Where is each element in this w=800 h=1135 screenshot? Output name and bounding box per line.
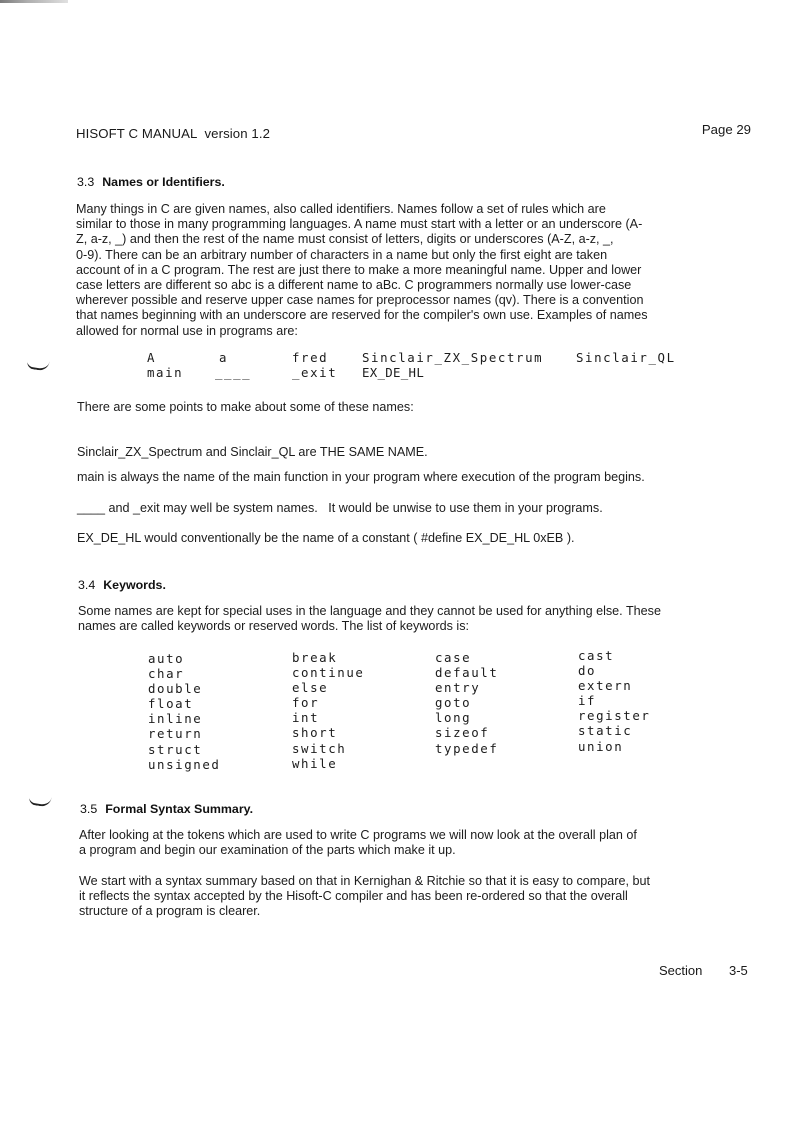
paragraph-line: similar to those in many programming languages. A name must start with a letter or an underscore (A- (76, 217, 643, 232)
paragraph-line: structure of a program is clearer. (79, 904, 261, 919)
keyword: while (292, 755, 338, 771)
section-title: Names or Identifiers. (102, 175, 225, 189)
section-title: Keywords. (103, 578, 166, 592)
keywords-column (292, 650, 364, 771)
section-number: 3.3 (77, 175, 95, 189)
keyword: float (148, 696, 194, 712)
keyword: continue (292, 665, 365, 681)
point-item: main is always the name of the main function in your program where execution of the program begins. (77, 470, 645, 484)
keyword: long (435, 710, 472, 726)
keyword: return (148, 726, 203, 742)
keyword: struct (148, 741, 203, 757)
paragraph-line: names are called keywords or reserved words. The list of keywords is: (78, 619, 470, 634)
paragraph-line: wherever possible and reserve upper case names for preprocessor names (qv). There is a convention (76, 293, 644, 308)
section-3-3-paragraph (76, 202, 756, 339)
paragraph-line: We start with a syntax summary based on that in Kernighan & Ritchie so that it is easy to compare, but (79, 874, 650, 888)
paragraph-line: allowed for normal use in programs are: (76, 323, 298, 338)
keyword: for (292, 695, 320, 711)
example-name: _exit (292, 365, 338, 380)
keyword: inline (148, 711, 203, 727)
paragraph-line: After looking at the tokens which are used to write C programs we will now look at the overall plan of (79, 828, 637, 842)
footer-section-number: 3-5 (729, 963, 748, 978)
paragraph-line: case letters are different so abc is a different name to aBc. C programmers normally use lower-case (76, 278, 632, 293)
section-number: 3.5 (80, 802, 98, 816)
paragraph-line: a program and begin our examination of the parts which make it up. (79, 843, 456, 858)
keywords-column (578, 648, 650, 754)
example-names-row (147, 350, 747, 365)
keyword: default (435, 665, 499, 681)
example-name: ____ (215, 365, 252, 380)
section-heading-3-4 (78, 578, 166, 592)
example-names-table (147, 350, 747, 380)
section-title: Formal Syntax Summary. (105, 802, 254, 816)
keyword: char (148, 666, 185, 682)
paragraph-line: Some names are kept for special uses in the language and they cannot be used for anything else. These (78, 604, 661, 618)
keyword: extern (578, 678, 633, 694)
keyword: break (292, 650, 338, 665)
keyword: register (578, 708, 651, 724)
example-name: Sinclair_ZX_Spectrum (362, 350, 544, 365)
paragraph-line: it reflects the syntax accepted by the Hisoft-C compiler and has been re-ordered so that the overall (79, 889, 628, 904)
example-name: a (219, 350, 229, 365)
point-item: ____ and _exit may well be system names. It would be unwise to use them in your programs. (77, 501, 603, 515)
keyword: unsigned (148, 756, 221, 772)
example-name: A (147, 350, 157, 365)
paragraph-line: account of in a C program. The rest are just there to make a more meaningful name. Upper and lower (76, 262, 642, 277)
section-3-5-paragraph-2 (79, 874, 756, 920)
keywords-column (435, 650, 498, 756)
keyword: short (292, 725, 338, 741)
keyword: switch (292, 740, 347, 756)
margin-pen-mark (28, 795, 51, 808)
keyword: double (148, 681, 203, 697)
paragraph-line: Many things in C are given names, also called identifiers. Names follow a set of rules which are (76, 202, 606, 216)
scan-artifact (0, 0, 68, 3)
keyword: do (578, 663, 597, 679)
example-name: fred (292, 350, 329, 365)
points-intro: There are some points to make about some of these names: (77, 400, 414, 414)
manual-title: HISOFT C MANUAL version 1.2 (76, 126, 271, 141)
section-heading-3-3 (77, 175, 225, 189)
point-item: EX_DE_HL would conventionally be the name of a constant ( #define EX_DE_HL 0xEB ). (77, 531, 575, 545)
keyword: if (578, 693, 597, 709)
paragraph-line: Z, a-z, _) and then the rest of the name must consist of letters, digits or underscores (A-Z, a-z, _, (76, 232, 614, 247)
example-name: main (147, 365, 184, 380)
keyword: union (578, 738, 624, 754)
example-name: EX_DE_HL (362, 365, 425, 380)
keyword: entry (435, 680, 481, 696)
keyword: int (292, 710, 320, 726)
example-name: Sinclair_QL (576, 350, 676, 365)
paragraph-line: 0-9). There can be an arbitrary number of characters in a name but only the first eight are taken (76, 247, 608, 262)
keyword: else (292, 680, 329, 696)
keyword: cast (578, 648, 615, 663)
footer-section-label: Section (659, 963, 703, 978)
keyword: typedef (435, 740, 499, 756)
keyword: static (578, 723, 633, 739)
section-heading-3-5 (80, 802, 253, 816)
keyword: sizeof (435, 725, 490, 741)
margin-pen-mark (26, 359, 49, 372)
section-3-5-paragraph-1 (79, 828, 756, 858)
point-item: Sinclair_ZX_Spectrum and Sinclair_QL are THE SAME NAME. (77, 445, 428, 459)
keywords-column (148, 651, 220, 772)
section-3-4-paragraph (78, 604, 756, 634)
keyword: case (435, 650, 472, 665)
section-number: 3.4 (78, 578, 96, 592)
keyword: goto (435, 695, 472, 711)
page-number: Page 29 (701, 122, 751, 137)
example-names-row (147, 365, 747, 380)
paragraph-line: that names beginning with an underscore are reserved for the compiler's own use. Examples of names (76, 308, 648, 323)
keyword: auto (148, 651, 185, 666)
